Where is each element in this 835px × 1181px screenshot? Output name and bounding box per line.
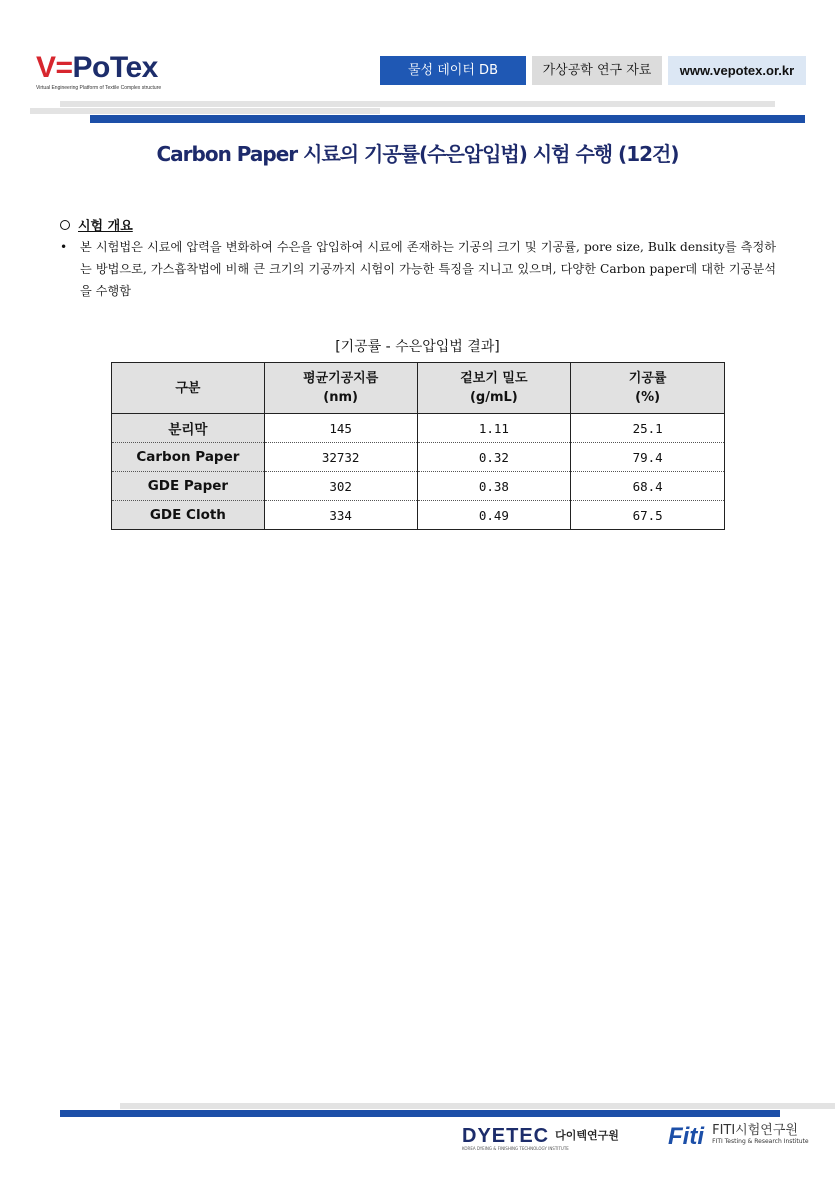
dyetec-korean-name: 다이텍연구원 — [555, 1129, 619, 1142]
apparent-density-cell: 0.49 — [417, 501, 571, 530]
row-name: 분리막 — [112, 414, 265, 443]
row-name: Carbon Paper — [112, 443, 265, 472]
porosity-cell: 79.4 — [571, 443, 725, 472]
fiti-korean-name: FITI시험연구원 — [712, 1123, 798, 1138]
header-category: 구분 — [112, 363, 265, 414]
table-row — [112, 414, 725, 443]
dyetec-subtitle: KOREA DYEING & FINISHING TECHNOLOGY INSTITUTE — [462, 1146, 569, 1151]
header-gray-bar-2 — [30, 108, 380, 114]
header-apparent-density: 겉보기 밀도 (g/mL) — [417, 363, 571, 414]
apparent-density-cell: 1.11 — [417, 414, 571, 443]
avg-pore-diameter-cell: 32732 — [264, 443, 417, 472]
row-name: GDE Paper — [112, 472, 265, 501]
avg-pore-diameter-cell: 334 — [264, 501, 417, 530]
table-caption: [기공률 - 수은압입법 결과] — [335, 339, 500, 355]
table-row — [112, 501, 725, 530]
row-name: GDE Cloth — [112, 501, 265, 530]
site-url-link[interactable]: www.vepotex.or.kr — [668, 56, 806, 85]
fiti-english-name: FITI Testing & Research Institute — [712, 1138, 809, 1145]
apparent-density-cell: 0.32 — [417, 443, 571, 472]
research-material-tab[interactable]: 가상공학 연구 자료 — [532, 56, 662, 85]
porosity-cell: 25.1 — [571, 414, 725, 443]
header-gray-bar — [60, 101, 775, 107]
fiti-name-block — [712, 1124, 809, 1145]
table-header-row — [112, 363, 725, 414]
overview-paragraph — [60, 236, 776, 302]
vepotex-logo[interactable] — [36, 52, 161, 91]
footer-blue-bar — [60, 1110, 780, 1117]
logo-wordmark: V=PoTex — [36, 51, 158, 84]
table-row — [112, 443, 725, 472]
section-heading — [60, 215, 133, 234]
header-avg-pore-diameter: 평균기공지름 (nm) — [264, 363, 417, 414]
header-porosity: 기공률 (%) — [571, 363, 725, 414]
section-heading-text: 시험 개요 — [78, 219, 133, 234]
avg-pore-diameter-cell: 145 — [264, 414, 417, 443]
table-row — [112, 472, 725, 501]
porosity-cell: 67.5 — [571, 501, 725, 530]
bullet-dot-icon: • — [60, 240, 68, 254]
logo-tagline: Virtual Engineering Platform of Textile Complex structure — [36, 85, 162, 91]
property-db-tab[interactable]: 물성 데이터 DB — [380, 56, 526, 85]
overview-text: 본 시험법은 시료에 압력을 변화하여 수은을 압입하여 시료에 존재하는 기공의 크기 및 기공률, pore size, Bulk density를 측정하는 방법으로, 가스흡착법에 비해 큰 크기의 기공까지 시험이 가능한 특징을 지니고 있으며, 다양한 Carbon paper데 대한 기공분석을 수행함 — [80, 240, 776, 298]
porosity-results-table — [111, 362, 725, 530]
page-title: Carbon Paper 시료의 기공률(수은압입법) 시험 수행 (12건) — [156, 142, 679, 166]
dyetec-wordmark: DYETEC — [462, 1125, 550, 1147]
fiti-wordmark: Fiti — [668, 1123, 704, 1150]
porosity-cell: 68.4 — [571, 472, 725, 501]
avg-pore-diameter-cell: 302 — [264, 472, 417, 501]
dyetec-logo[interactable] — [462, 1126, 619, 1151]
circle-bullet-icon — [60, 220, 70, 230]
header-blue-bar — [90, 115, 805, 123]
footer-gray-bar — [120, 1103, 835, 1109]
fiti-logo[interactable] — [668, 1124, 809, 1150]
apparent-density-cell: 0.38 — [417, 472, 571, 501]
